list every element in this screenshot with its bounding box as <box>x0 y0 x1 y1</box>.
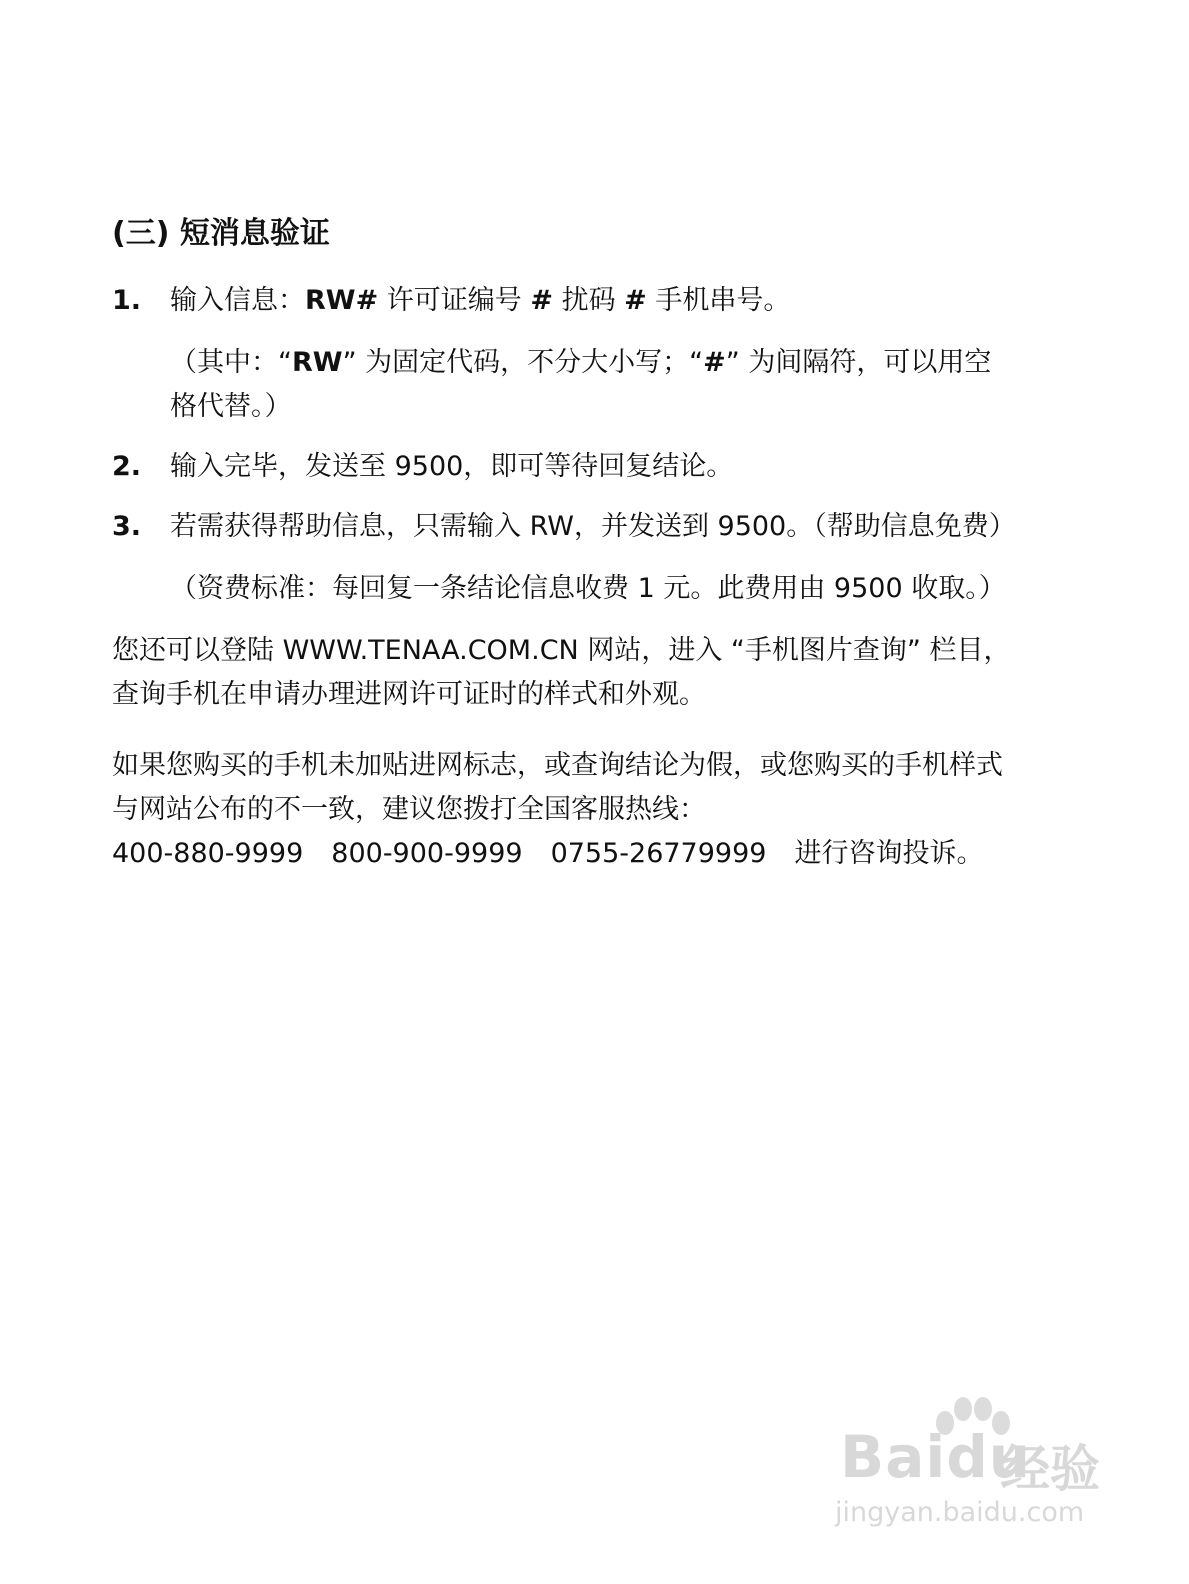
item-text: 输入信息：RW# 许可证编号 # 扰码 # 手机串号。 <box>170 285 791 316</box>
baidu-watermark <box>830 1395 1130 1555</box>
hotline-paragraph: 如果您购买的手机未加贴进网标志，或查询结论为假，或您购买的手机样式与网站公布的不一致，建议您拨打全国客服热线： 400-880-9999 800-900-9999 0755-26779999 进行咨询投诉。 <box>112 750 1003 869</box>
item-number: 1. <box>112 285 142 316</box>
watermark-brand-cn: 经验 <box>1000 1440 1100 1498</box>
item-text: 输入完毕，发送至 9500，即可等待回复结论。 <box>170 451 734 482</box>
section-title: (三) 短消息验证 <box>112 216 330 251</box>
phone-number: 800-900-9999 <box>331 838 523 869</box>
item-1-note: （其中：“RW” 为固定代码，不分大小写；“#” 为间隔符，可以用空格代替。） <box>170 347 992 422</box>
website-paragraph: 您还可以登陆 WWW.TENAA.COM.CN 网站，进入 “手机图片查询” 栏目，查询手机在申请办理进网许可证时的样式和外观。 <box>112 635 1011 710</box>
item-text: 若需获得帮助信息，只需输入 RW，并发送到 9500。（帮助信息免费） <box>170 511 1016 542</box>
list-item-2 <box>112 445 1017 489</box>
item-number: 3. <box>112 511 142 542</box>
item-number: 2. <box>112 451 142 482</box>
list-item-3 <box>112 505 1017 549</box>
watermark-brand: Baidu <box>840 1423 1032 1491</box>
phone-number: 0755-26779999 <box>550 838 767 869</box>
document-body <box>112 205 1017 903</box>
item-3-note: （资费标准：每回复一条结论信息收费 1 元。此费用由 9500 收取。） <box>170 573 1006 604</box>
hotline-numbers <box>112 838 794 869</box>
watermark-url: jingyan.baidu.com <box>835 1497 1085 1528</box>
list-item-1 <box>112 279 1017 323</box>
phone-number: 400-880-9999 <box>112 838 304 869</box>
